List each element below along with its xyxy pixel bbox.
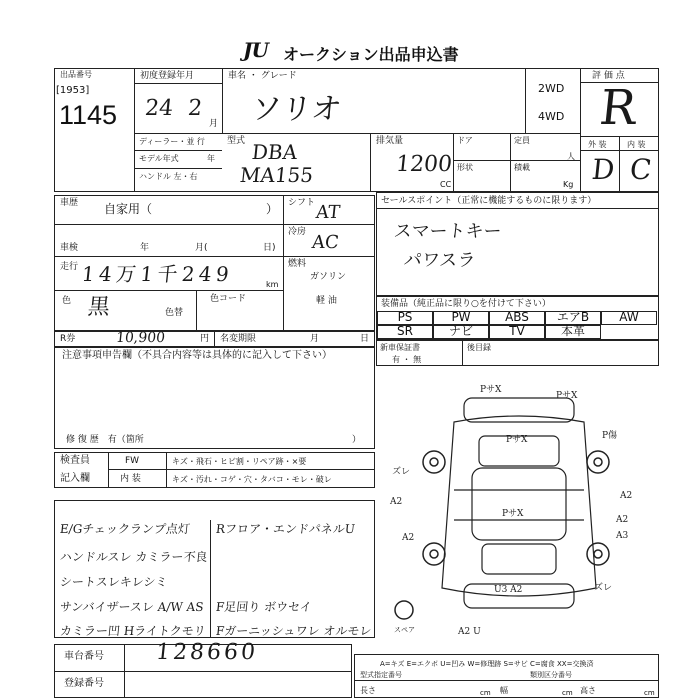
records-label: 後目録 <box>467 343 491 352</box>
mark-front-1: PサX <box>480 385 502 395</box>
equip-2: ABS <box>489 311 545 325</box>
load-label: 積載 <box>514 163 530 172</box>
r-ticket-label: R券 <box>60 334 76 344</box>
remark-4: カミラー凹 Hライトクモリ <box>59 624 207 638</box>
dealer-label: ディーラー・並 行 <box>139 137 205 146</box>
form-title: オークション出品申込書 <box>283 45 459 64</box>
mark-roof: PサX <box>502 509 524 519</box>
grade-label: 評 価 点 <box>592 71 625 81</box>
sales-line-2: パワスラ <box>402 250 477 271</box>
mark-rear: U3 A2 <box>494 585 523 595</box>
vehicle-no-value: 128660 <box>154 640 260 665</box>
mark-right-rear: A3 <box>616 531 629 541</box>
int-value: C <box>628 153 654 186</box>
remark-1: ハンドルスレ カミラー不良 <box>59 550 209 564</box>
mark-left-front: ズレ <box>392 467 411 477</box>
type-value-2: MA155 <box>238 163 315 187</box>
lot-number: 1145 <box>59 100 118 130</box>
first-reg-year: 24 <box>143 96 175 121</box>
equip2-0: SR <box>377 325 433 339</box>
handle-label: ハンドル 左・右 <box>139 172 198 181</box>
mark-right-door-2: A2 <box>616 515 629 525</box>
entry-no-label: 出品番号 <box>60 70 92 79</box>
color-label: 色 <box>62 296 72 306</box>
mark-right-door-1: A2 <box>620 491 633 501</box>
int-label: 内 装 <box>627 140 646 149</box>
model-year-label: モデル年式 <box>139 154 179 163</box>
warranty-label: 新車保証書 <box>380 343 420 352</box>
header-logo: JU <box>243 38 268 62</box>
type-value-1: DBA <box>250 140 299 164</box>
mark-rear-bottom: A2 U <box>458 627 481 637</box>
mark-right-fender: P傷 <box>602 431 618 441</box>
first-reg-month: 2 <box>186 96 204 121</box>
equip2-2: TV <box>489 325 545 339</box>
equip2-3: 本革 <box>545 325 601 339</box>
equip-4: AW <box>601 311 657 325</box>
r-ticket-value: 10,900 <box>115 330 166 346</box>
type-label: 型式 <box>227 136 246 146</box>
remark-7: Fガーニッシュワレ オルモレ <box>215 624 373 638</box>
mark-front-2: PサX <box>556 391 578 401</box>
notes-frame <box>54 347 375 449</box>
fuel-gasoline: ガソリン <box>310 272 347 282</box>
mileage-label: 走行 <box>60 262 79 272</box>
ac-label: 冷房 <box>288 227 307 237</box>
mark-hood: PサX <box>506 435 528 445</box>
remark-5: Rフロア・エンドパネルU <box>215 522 356 536</box>
reg-no-label: 登録番号 <box>64 678 104 689</box>
mark-rear-right: ズレ <box>594 583 613 593</box>
name-change-label: 名変期限 <box>220 334 257 344</box>
color-code-label: 色コード <box>210 294 247 304</box>
fuel-diesel: 軽 油 <box>316 296 337 306</box>
equip2-1: ナビ <box>433 325 489 339</box>
mark-left-door: A2 <box>390 497 403 507</box>
ext-value: D <box>590 153 617 186</box>
ext-label: 外 装 <box>588 140 607 149</box>
entry-label: 記入欄 <box>60 473 90 484</box>
remark-0: E/Gチェックランプ点灯 <box>59 522 191 536</box>
carname-label: 車名 ・ グレード <box>228 71 297 81</box>
shape-label: 形状 <box>457 163 473 172</box>
color-value: 黒 <box>86 295 112 320</box>
remark-6: F足回り ボウセイ <box>215 600 313 614</box>
mileage-value: 1 4 万 1 千 2 4 9 <box>80 262 229 286</box>
carname-value: ソリオ <box>249 92 344 127</box>
repair-label: 修 復 歴 有（箇所 <box>66 435 144 445</box>
fuel-label: 燃料 <box>288 259 307 269</box>
inspector-label: 検査員 <box>60 455 90 466</box>
mark-left-rear: A2 <box>402 533 415 543</box>
grade-value: R <box>597 80 640 136</box>
drive-2wd: 2WD <box>538 82 565 95</box>
shift-label: シフト <box>288 198 316 208</box>
shift-value: AT <box>314 202 342 223</box>
first-reg-label: 初度登録年月 <box>140 71 195 81</box>
cc-label: 排気量 <box>376 136 404 146</box>
inspection-label: 車検 <box>60 243 79 253</box>
sales-label: セールスポイント（正常に機能するものに限ります） <box>381 196 597 206</box>
legend: A=キズ E=エクボ U=凹み W=修理跡 S=サビ C=腐食 XX=交換済 <box>380 660 594 668</box>
warranty-value: 有 ・ 無 <box>392 355 422 364</box>
vehicle-diagram <box>384 378 664 638</box>
history-label: 車歴 <box>60 198 79 208</box>
history-value: 自家用（ <box>104 202 153 216</box>
notes-label: 注意事項申告欄（不具合内容等は具体的に記入して下さい） <box>62 350 332 361</box>
remark-2: シートスレキレシミ <box>59 575 169 589</box>
equip-0: PS <box>377 311 433 325</box>
equip-label: 装備品（純正品に限り○を付けて下さい） <box>381 299 551 309</box>
color-sel-label: 色替 <box>165 308 184 318</box>
door-label: ドア <box>457 136 473 145</box>
remark-3: サンバイザースレ A/W AS <box>59 600 205 614</box>
seat-label: 定員 <box>514 136 530 145</box>
spare-label: スペア <box>394 626 415 634</box>
equip-1: PW <box>433 311 489 325</box>
sales-line-1: スマートキー <box>392 221 503 242</box>
vehicle-no-label: 車台番号 <box>64 651 104 662</box>
equip-3: エアB <box>545 311 601 325</box>
ac-value: AC <box>310 232 340 253</box>
drive-4wd: 4WD <box>538 110 565 123</box>
cc-value: 1200 <box>394 152 454 177</box>
entry-code: [1953] <box>56 85 90 96</box>
